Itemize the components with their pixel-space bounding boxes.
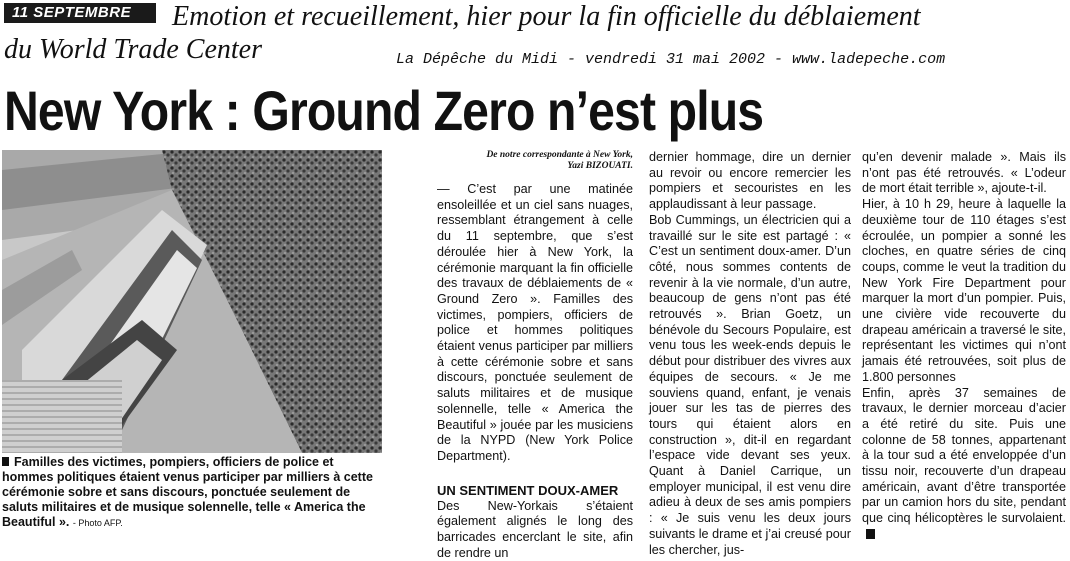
paragraph: qu’en devenir malade ». Mais ils n’ont pas été retrouvés. « L’odeur de mort était terrible », ajoute-t-il.: [862, 150, 1066, 196]
article-column-2: [649, 150, 851, 558]
news-photo: [2, 150, 382, 453]
paragraph: dernier hommage, dire un dernier au revoir ou encore remercier les pompiers et secouristes en les applaudissant à leur passage.: [649, 150, 851, 212]
section-tag: 11 SEPTEMBRE: [4, 3, 156, 23]
headline-line-1: Emotion et recueillement, hier pour la fin officielle du déblaiement: [172, 1, 921, 32]
headline-line-2: du World Trade Center: [4, 34, 262, 65]
caption-bullet: [2, 457, 9, 466]
article-title: New York : Ground Zero n’est plus: [4, 79, 764, 142]
photo-caption: [2, 455, 388, 531]
paragraph: [862, 386, 1066, 543]
source-line: La Dépêche du Midi - vendredi 31 mai 2002 - www.ladepeche.com: [396, 51, 946, 68]
article-column-1: [437, 150, 633, 561]
intertitle: UN SENTIMENT DOUX-AMER: [437, 482, 619, 498]
paragraph: Des New-Yorkais s’étaient également alignés le long des barricades encerclant le site, afin de rendre un: [437, 498, 633, 560]
caption-text: Familles des victimes, pompiers, officiers de police et hommes politiques étaient venus participer par milliers à cette cérémonie sobre et sans discours, ponctuée seulement de saluts militaires et de musique solennelle, telle « America the Beautiful ».: [2, 455, 373, 529]
paragraph: Hier, à 10 h 29, heure à laquelle la deuxième tour de 110 étages s’est écroulée, un pompier a sonné les cloches, en quatre séries de cinq coups, comme le veut la tradition du New York Fire Department pour marquer la mort d’un pompier. Puis, une civière vide recouverte du drapeau américain a traversé le site, représentant les victimes qui n’ont jamais été retrouvées, soit plus de 1.800 personnes: [862, 197, 1066, 384]
article-column-3: [862, 150, 1066, 543]
byline: [437, 150, 633, 172]
paragraph: — C’est par une matinée ensoleillée et un ciel sans nuages, ressemblant étrangement à celle du 11 septembre, que s’est déroulée hier à New York, la cérémonie marquant la fin officielle des travaux de déblaiements de « Ground Zero ». Familles des victimes, pompiers, officiers de police et hommes politiques étaient venus participer par milliers à cette cérémonie sobre et sans discours, ponctuée seulement de saluts militaires et de musique solennelle, telle « America the Beautiful » jouée par les musiciens de la NYPD (New York Police Department).: [437, 182, 633, 463]
byline-line-2: Yazi BIZOUATI.: [567, 161, 633, 171]
photo-credit: - Photo AFP.: [72, 518, 123, 528]
byline-line-1: De notre correspondante à New York,: [486, 150, 633, 160]
paragraph: Bob Cummings, un électricien qui a travaillé sur le site est partagé : « C’est un sentiment doux-amer. D’un côté, nous sommes contents de revenir à la vie normale, d’un autre, beaucoup de gens n’ont pas été retrouvés ». Brian Goetz, un bénévole du Secours Populaire, est venu tous les week-ends depuis le début pour distribuer des vivres aux équipes de secours. « Je me souviens quand, enfant, je venais jouer sur les tas de pierres des tours qui étaient alors en construction », dit-il en regardant l’espace vide devant ses yeux. Quant à Daniel Carrique, un employer municipal, il est venu dire adieu à deux de ses amis pompiers : « Je suis venu les deux jours suivants le drame et j’ai creusé pour les chercher, jus-: [649, 212, 851, 557]
end-of-article-mark: [866, 529, 875, 539]
paragraph-text: Enfin, après 37 semaines de travaux, le dernier morceau d’acier a été retiré du site. Puis une colonne de 58 tonnes, appartenant à la tour sud a été enveloppée d’un tissu noir, recouverte d’un drapeau américain, avant d’être transportée par un camion hors du site, pendant que cinq hélicoptères le survolaient.: [862, 385, 1066, 526]
